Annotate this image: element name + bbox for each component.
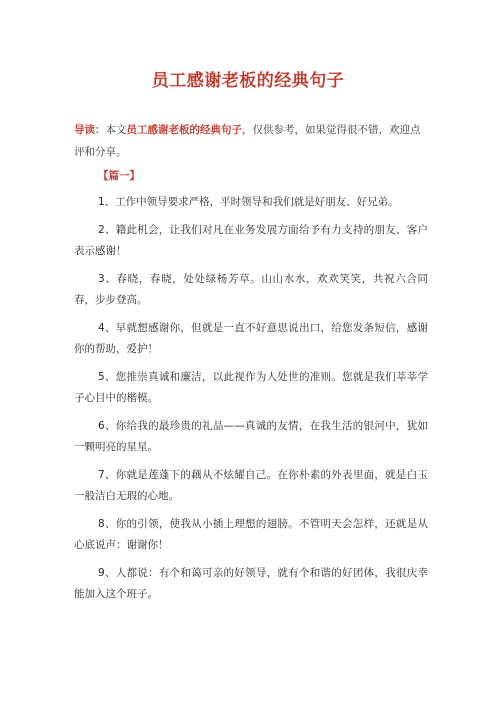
section-heading: 【篇一】 [98, 170, 140, 182]
list-item: 9、人都说：有个和蔼可亲的好领导，就有个和谐的好团体，我很庆幸能加入这个班子。 [74, 566, 428, 600]
list-item: 4、早就想感谢你，但就是一直不好意思说出口，给您发条短信，感谢你的帮助，爱护！ [74, 321, 428, 355]
intro-suffix: ，仅供参考，如果觉得很不错，欢迎点评和分享。 [74, 124, 421, 158]
list-item: 2、籍此机会，让我们对凡在业务发展方面给予有力支持的朋友、客户表示感谢！ [74, 223, 428, 257]
list-item: 7、你就是莲蓬下的藕从不炫耀自己。在你朴素的外表里面，就是白玉一般洁白无瑕的心地。 [74, 468, 428, 502]
list-item: 3、春晓，春晓，处处绿杨芳草。山山水水，欢欢笑笑，共祝六合同春，步步登高。 [74, 272, 428, 306]
list-item: 1、工作中领导要求严格，平时领导和我们就是好朋友、好兄弟。 [98, 196, 399, 208]
intro-paragraph [74, 119, 426, 163]
list-item: 8、你的引领，使我从小插上理想的翅膀。不管明天会怎样，还就是从心底说声：谢谢你！ [74, 517, 428, 551]
intro-emphasis: 员工感谢老板的经典句子 [126, 124, 242, 136]
document-title: 员工感谢老板的经典句子 [151, 71, 345, 91]
list-item: 6、你给我的最珍贵的礼品——真诚的友情，在我生活的银河中，犹如一颗明亮的星星。 [74, 419, 428, 453]
sentence-list [74, 192, 428, 612]
intro-prefix: 本文 [105, 124, 127, 136]
intro-lead: 导读： [74, 124, 106, 136]
list-item: 5、您推崇真诚和廉洁，以此视作为人处世的准则。您就是我们莘莘学子心目中的楷模。 [74, 370, 428, 404]
